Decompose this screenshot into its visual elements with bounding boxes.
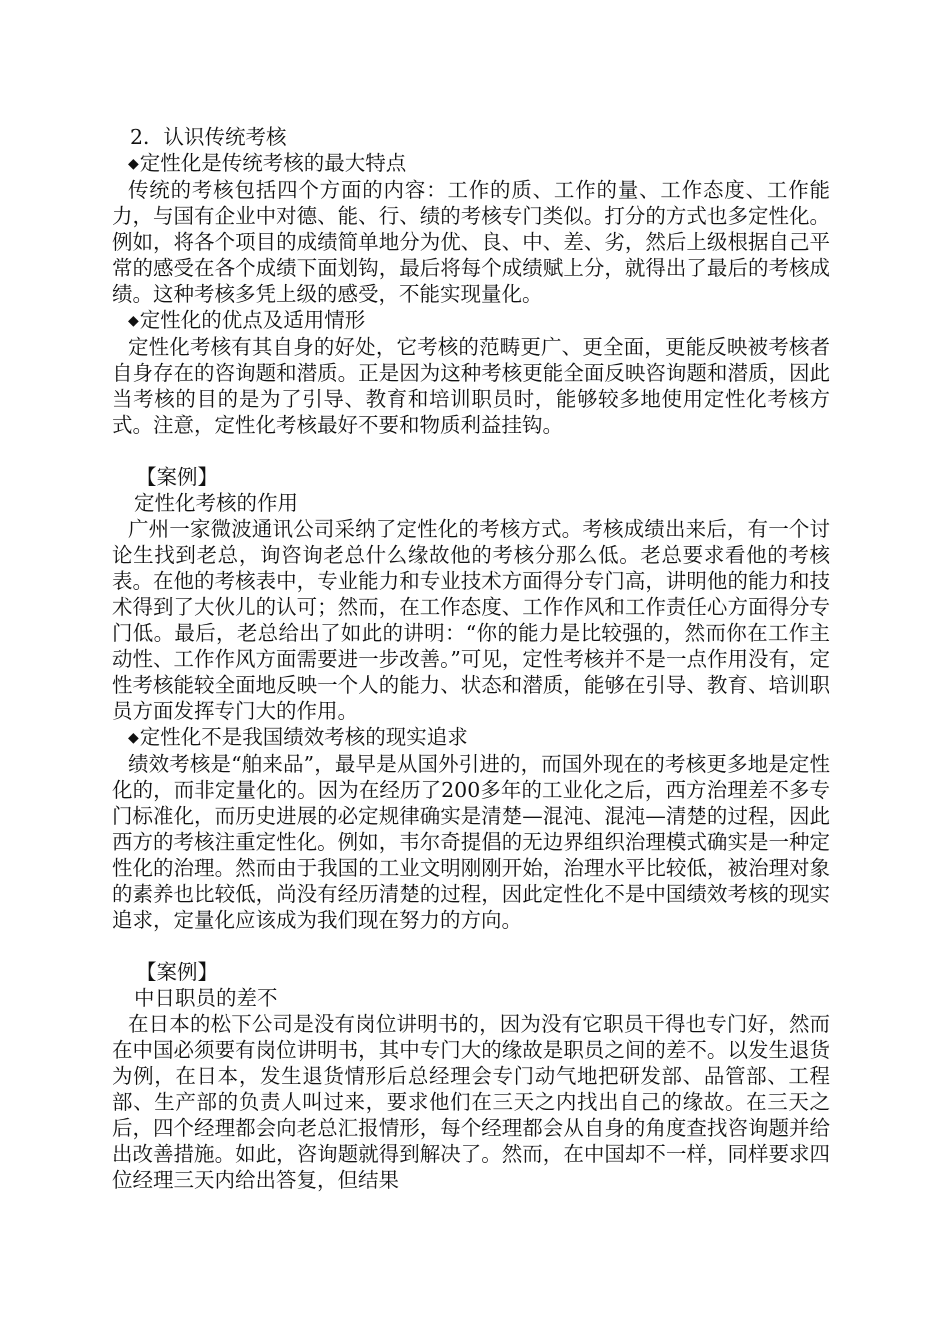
bullet-heading [112,307,830,334]
paragraph: 传统的考核包括四个方面的内容：工作的质、工作的量、工作态度、工作能力，与国有企业中对德、能、行、绩的考核专门类似。打分的方式也多定性化。例如，将各个项目的成绩简单地分为优、良、中、差、劣，然后上级根据自己平常的感受在各个成绩下面划钩，最后将每个成绩赋上分，就得出了最后的考核成绩。这种考核多凭上级的感受，不能实现量化。 [112,178,830,306]
section-heading: 2．认识传统考核 [130,125,287,149]
bullet-heading-text: 定性化的优点及适用情形 [139,308,366,332]
case-title: 中日职员的差不 [134,986,278,1010]
blank-line [112,438,830,464]
paragraph: 绩效考核是“舶来品”，最早是从国外引进的，而国外现在的考核更多地是定性化的，而非定量化的。因为在经历了200多年的工业化之后，西方治理差不多专门标准化，而历史进展的必定规律确实是清楚—混沌、混沌—清楚的过程，因此西方的考核注重定性化。例如，韦尔奇提倡的无边界组织治理模式确实是一种定性化的治理。然而由于我国的工业文明刚刚开始，治理水平比较低，被治理对象的素养也比较低，尚没有经历清楚的过程，因此定性化不是中国绩效考核的现实追求，定量化应该成为我们现在努力的方向。 [112,752,830,932]
bullet-heading-text: 定性化不是我国绩效考核的现实追求 [139,725,468,749]
case-title: 定性化考核的作用 [134,491,298,515]
diamond-bullet-icon: ◆ [128,730,139,746]
bullet-heading-text: 定性化是传统考核的最大特点 [139,151,407,175]
diamond-bullet-icon: ◆ [128,156,139,172]
paragraph: 定性化考核有其自身的好处，它考核的范畴更广、更全面，更能反映被考核者自身存在的咨询题和潜质。正是因为这种考核更能全面反映咨询题和潜质，因此当考核的目的是为了引导、教育和培训职员时，能够较多地使用定性化考核方式。注意，定性化考核最好不要和物质利益挂钩。 [112,335,830,437]
blank-line [112,933,830,959]
bullet-heading [112,724,830,751]
paragraph: 在日本的松下公司是没有岗位讲明书的，因为没有它职员干得也专门好，然而在中国必须要有岗位讲明书，其中专门大的缘故是职员之间的差不。以发生退货为例，在日本，发生退货情形后总经理会专门动气地把研发部、品管部、工程部、生产部的负责人叫过来，要求他们在三天之内找出自己的缘故。在三天之后，四个经理都会向老总汇报情形，每个经理都会从自身的角度查找咨询题并给出改善措施。如此，咨询题就得到解决了。然而，在中国却不一样，同样要求四位经理三天内给出答复，但结果 [112,1012,830,1192]
case-tag: 【案例】 [136,465,218,489]
document-body [112,124,830,1193]
paragraph: 广州一家微波通讯公司采纳了定性化的考核方式。考核成绩出来后，有一个讨论生找到老总，询咨询老总什么缘故他的考核分那么低。老总要求看他的考核表。在他的考核表中，专业能力和专业技术方面得分专门高，讲明他的能力和技术得到了大伙儿的认可；然而，在工作态度、工作作风和工作责任心方面得分专门低。最后，老总给出了如此的讲明：“你的能力是比较强的，然而你在工作主动性、工作作风方面需要进一步改善。”可见，定性考核并不是一点作用没有，定性考核能较全面地反映一个人的能力、状态和潜质，能够在引导、教育、培训职员方面发挥专门大的作用。 [112,517,830,723]
diamond-bullet-icon: ◆ [128,313,139,329]
bullet-heading [112,150,830,177]
case-tag: 【案例】 [136,960,218,984]
